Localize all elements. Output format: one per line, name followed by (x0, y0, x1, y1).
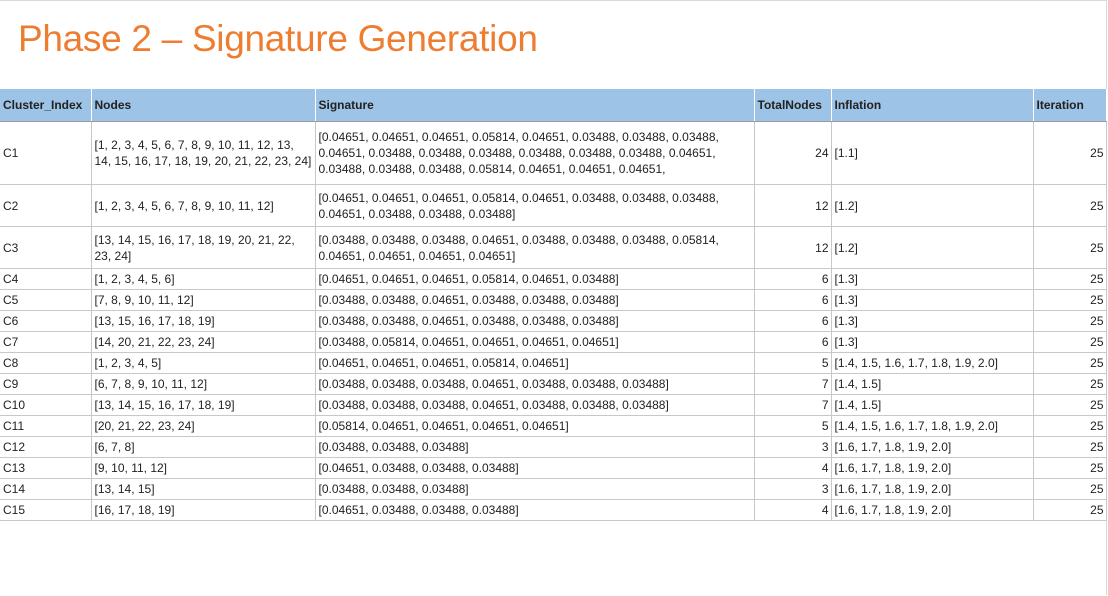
table-row (0, 122, 1106, 185)
table-header-row (0, 89, 1106, 122)
nodes-cell: [14, 20, 21, 22, 23, 24] (91, 332, 315, 353)
inflation-cell: [1.3] (831, 269, 1033, 290)
nodes-text: [1, 2, 3, 4, 5, 6, 7, 8, 9, 10, 11, 12, 13, 14, 15, 16, 17, 18, 19, 20, 21, 22, 23, 24] (94, 138, 312, 168)
inflation-cell: [1.4, 1.5] (831, 395, 1033, 416)
signature-cell: [0.04651, 0.04651, 0.04651, 0.05814, 0.04651] (315, 353, 754, 374)
signature-cell: [0.04651, 0.04651, 0.04651, 0.05814, 0.04651, 0.03488, 0.03488, 0.03488, 0.04651, 0.03488, 0.03488, 0.03488] (315, 185, 754, 227)
cluster-index-cell: C12 (0, 437, 91, 458)
table-row (0, 437, 1106, 458)
inflation-cell: [1.3] (831, 290, 1033, 311)
signature-cell: [0.03488, 0.03488, 0.04651, 0.03488, 0.03488, 0.03488] (315, 311, 754, 332)
cluster-index-cell: C7 (0, 332, 91, 353)
iteration-cell: 25 (1033, 122, 1106, 185)
nodes-cell: [13, 14, 15, 16, 17, 18, 19] (91, 395, 315, 416)
column-header-signature: Signature (315, 89, 754, 122)
nodes-cell: [20, 21, 22, 23, 24] (91, 416, 315, 437)
iteration-cell: 25 (1033, 269, 1106, 290)
nodes-cell: [13, 15, 16, 17, 18, 19] (91, 311, 315, 332)
total-nodes-cell: 4 (754, 458, 831, 479)
nodes-cell: [1, 2, 3, 4, 5, 6] (91, 269, 315, 290)
signature-cell: [0.04651, 0.03488, 0.03488, 0.03488] (315, 458, 754, 479)
signature-cell: [0.03488, 0.03488, 0.03488, 0.04651, 0.03488, 0.03488, 0.03488] (315, 374, 754, 395)
inflation-cell: [1.3] (831, 332, 1033, 353)
iteration-cell: 25 (1033, 353, 1106, 374)
table-row (0, 374, 1106, 395)
iteration-cell: 25 (1033, 227, 1106, 269)
total-nodes-cell: 5 (754, 353, 831, 374)
signature-table (0, 89, 1107, 521)
signature-cell: [0.04651, 0.03488, 0.03488, 0.03488] (315, 500, 754, 521)
column-header-inflation: Inflation (831, 89, 1033, 122)
cluster-index-cell: C14 (0, 479, 91, 500)
cluster-index-cell: C10 (0, 395, 91, 416)
total-nodes-cell: 6 (754, 269, 831, 290)
signature-text: [0.04651, 0.04651, 0.04651, 0.05814, 0.04651, 0.03488, 0.03488, 0.03488, 0.04651, 0.03488, 0.03488, 0.03488, 0.03488, 0.03488, 0.03488, 0.04651, 0.03488, 0.03488, 0.03488, 0.05814, 0.04651, 0.04651, 0.04651, (318, 130, 719, 176)
nodes-cell: [6, 7, 8] (91, 437, 315, 458)
iteration-cell: 25 (1033, 311, 1106, 332)
total-nodes-cell: 3 (754, 479, 831, 500)
signature-cell: [0.03488, 0.03488, 0.03488, 0.04651, 0.03488, 0.03488, 0.03488, 0.05814, 0.04651, 0.04651, 0.04651, 0.04651] (315, 227, 754, 269)
inflation-cell: [1.6, 1.7, 1.8, 1.9, 2.0] (831, 458, 1033, 479)
table-row (0, 479, 1106, 500)
table-row (0, 500, 1106, 521)
iteration-cell: 25 (1033, 500, 1106, 521)
nodes-cell: [9, 10, 11, 12] (91, 458, 315, 479)
nodes-cell: [13, 14, 15, 16, 17, 18, 19, 20, 21, 22, 23, 24] (91, 227, 315, 269)
table-row (0, 269, 1106, 290)
iteration-cell: 25 (1033, 416, 1106, 437)
column-header-total-nodes: TotalNodes (754, 89, 831, 122)
table-row (0, 311, 1106, 332)
table-row (0, 185, 1106, 227)
inflation-cell: [1.1] (831, 122, 1033, 185)
table-row (0, 416, 1106, 437)
cluster-index-cell: C13 (0, 458, 91, 479)
cluster-index-cell: C5 (0, 290, 91, 311)
nodes-cell: [1, 2, 3, 4, 5, 6, 7, 8, 9, 10, 11, 12] (91, 185, 315, 227)
total-nodes-cell: 3 (754, 437, 831, 458)
signature-cell: [0.05814, 0.04651, 0.04651, 0.04651, 0.04651] (315, 416, 754, 437)
column-header-nodes: Nodes (91, 89, 315, 122)
total-nodes-cell: 7 (754, 374, 831, 395)
iteration-cell: 25 (1033, 395, 1106, 416)
cluster-index-cell: C2 (0, 185, 91, 227)
total-nodes-cell: 6 (754, 332, 831, 353)
signature-cell: [0.03488, 0.03488, 0.04651, 0.03488, 0.03488, 0.03488] (315, 290, 754, 311)
cluster-index-cell: C1 (0, 122, 91, 185)
inflation-cell: [1.6, 1.7, 1.8, 1.9, 2.0] (831, 437, 1033, 458)
cluster-index-cell: C6 (0, 311, 91, 332)
signature-cell: [0.03488, 0.03488, 0.03488] (315, 479, 754, 500)
nodes-cell: [16, 17, 18, 19] (91, 500, 315, 521)
cluster-index-cell: C4 (0, 269, 91, 290)
table-row (0, 290, 1106, 311)
iteration-cell: 25 (1033, 185, 1106, 227)
signature-cell: [0.04651, 0.04651, 0.04651, 0.05814, 0.04651, 0.03488] (315, 269, 754, 290)
iteration-cell: 25 (1033, 290, 1106, 311)
table-row (0, 227, 1106, 269)
page-title: Phase 2 – Signature Generation (18, 18, 538, 59)
total-nodes-cell: 6 (754, 290, 831, 311)
inflation-cell: [1.3] (831, 311, 1033, 332)
inflation-cell: [1.6, 1.7, 1.8, 1.9, 2.0] (831, 479, 1033, 500)
nodes-cell: [6, 7, 8, 9, 10, 11, 12] (91, 374, 315, 395)
iteration-cell: 25 (1033, 479, 1106, 500)
iteration-cell: 25 (1033, 332, 1106, 353)
column-header-iteration: Iteration (1033, 89, 1106, 122)
total-nodes-cell: 6 (754, 311, 831, 332)
column-header-cluster-index: Cluster_Index (0, 89, 91, 122)
nodes-cell: [13, 14, 15] (91, 479, 315, 500)
inflation-cell: [1.6, 1.7, 1.8, 1.9, 2.0] (831, 500, 1033, 521)
iteration-cell: 25 (1033, 374, 1106, 395)
table-row (0, 458, 1106, 479)
cluster-index-cell: C8 (0, 353, 91, 374)
signature-cell: [0.03488, 0.03488, 0.03488] (315, 437, 754, 458)
iteration-cell: 25 (1033, 458, 1106, 479)
inflation-cell: [1.4, 1.5, 1.6, 1.7, 1.8, 1.9, 2.0] (831, 353, 1033, 374)
table-row (0, 353, 1106, 374)
table-row (0, 395, 1106, 416)
table-row (0, 332, 1106, 353)
total-nodes-cell: 7 (754, 395, 831, 416)
nodes-cell: [1, 2, 3, 4, 5] (91, 353, 315, 374)
iteration-cell: 25 (1033, 437, 1106, 458)
signature-cell (315, 122, 754, 185)
signature-cell: [0.03488, 0.03488, 0.03488, 0.04651, 0.03488, 0.03488, 0.03488] (315, 395, 754, 416)
nodes-cell: [7, 8, 9, 10, 11, 12] (91, 290, 315, 311)
cluster-index-cell: C15 (0, 500, 91, 521)
total-nodes-cell: 24 (754, 122, 831, 185)
inflation-cell: [1.2] (831, 227, 1033, 269)
inflation-cell: [1.2] (831, 185, 1033, 227)
total-nodes-cell: 12 (754, 227, 831, 269)
total-nodes-cell: 12 (754, 185, 831, 227)
cluster-index-cell: C3 (0, 227, 91, 269)
signature-cell: [0.03488, 0.05814, 0.04651, 0.04651, 0.04651, 0.04651] (315, 332, 754, 353)
nodes-cell (91, 122, 315, 185)
cluster-index-cell: C11 (0, 416, 91, 437)
inflation-cell: [1.4, 1.5, 1.6, 1.7, 1.8, 1.9, 2.0] (831, 416, 1033, 437)
total-nodes-cell: 5 (754, 416, 831, 437)
cluster-index-cell: C9 (0, 374, 91, 395)
total-nodes-cell: 4 (754, 500, 831, 521)
inflation-cell: [1.4, 1.5] (831, 374, 1033, 395)
